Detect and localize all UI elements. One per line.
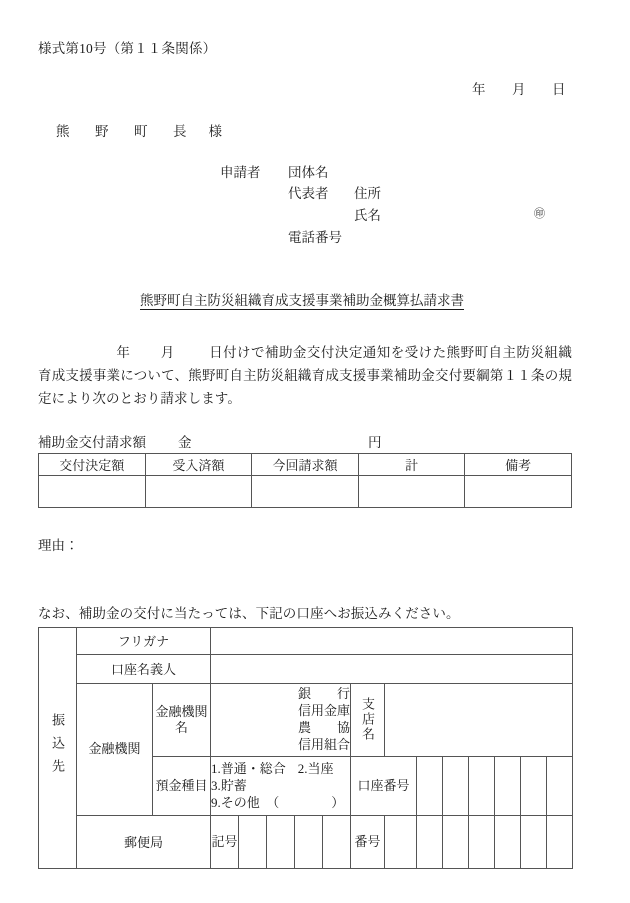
financial-institution-label: 金融機関: [88, 741, 141, 757]
amount-request-label: 補助金交付請求額: [38, 434, 146, 450]
account-number-digit[interactable]: [443, 756, 469, 815]
amount-header-cell: 交付決定額: [39, 453, 146, 475]
amount-yen-label: 円: [368, 434, 382, 450]
amount-header-cell: 計: [358, 453, 465, 475]
institution-name-input-cell[interactable]: [211, 683, 351, 756]
amount-header-cell: 備考: [465, 453, 572, 475]
furigana-input-cell[interactable]: [211, 627, 573, 654]
body-month-label: 月: [160, 344, 175, 360]
body-paragraph: [38, 341, 572, 411]
number-digit[interactable]: [521, 815, 547, 868]
account-number-digit[interactable]: [495, 756, 521, 815]
applicant-address-row: [220, 183, 572, 205]
number-digit[interactable]: [443, 815, 469, 868]
document-content: [38, 40, 572, 869]
number-digit[interactable]: [495, 815, 521, 868]
reason-label: 理由：: [38, 537, 79, 553]
table-row: [39, 475, 572, 507]
account-number-digit[interactable]: [521, 756, 547, 815]
deposit-type-label-cell: [153, 756, 211, 815]
amount-value-cell[interactable]: [39, 475, 146, 507]
branch-name-label: 支店名: [360, 697, 376, 743]
addressee-line: [38, 120, 572, 140]
deposit-options-cell[interactable]: [211, 756, 351, 815]
institution-name-label: 金融機関名: [155, 704, 208, 735]
phone-label: 電話番号: [288, 230, 342, 246]
number-label: 番号: [354, 833, 381, 849]
deposit-option-current[interactable]: 2.当座: [297, 760, 334, 776]
bank-account-table: [38, 627, 573, 869]
bank-type-option[interactable]: 信用組合: [298, 736, 351, 752]
institution-name-row: [39, 683, 573, 756]
amount-kin-label: 金: [178, 434, 192, 450]
document-title: [38, 289, 572, 309]
applicant-label: 申請者: [220, 164, 261, 180]
deposit-option-other[interactable]: 9.その他 （: [211, 795, 280, 811]
amount-header-cell: 今回請求額: [252, 453, 359, 475]
deposit-option-other-close: ）: [331, 795, 345, 811]
addressee-name: 熊 野 町 長: [56, 123, 193, 139]
amount-value-cell[interactable]: [358, 475, 465, 507]
document-title-text: 熊野町自主防災組織育成支援事業補助金概算払請求書: [140, 292, 464, 308]
symbol-digit[interactable]: [267, 815, 295, 868]
symbol-digit[interactable]: [323, 815, 351, 868]
symbol-label: 記号: [211, 833, 238, 849]
symbol-label-cell: [211, 815, 239, 868]
amount-table-header-row: [39, 453, 572, 475]
deposit-option-row: [211, 760, 350, 777]
form-number: 様式第10号（第１１条関係）: [38, 41, 217, 56]
date-day-label: 日: [552, 81, 566, 97]
applicant-block: [38, 162, 572, 249]
amount-table: [38, 453, 572, 508]
number-label-cell: [351, 815, 385, 868]
account-holder-row: [39, 654, 573, 683]
account-number-digit[interactable]: [417, 756, 443, 815]
furigana-label-cell: フリガナ: [77, 627, 211, 654]
account-holder-label-cell: 口座名義人: [77, 654, 211, 683]
furigana-row: [39, 627, 573, 654]
post-office-label-cell: 郵便局: [77, 815, 211, 868]
institution-name-label-cell: [153, 683, 211, 756]
date-year-label: 年: [472, 81, 486, 97]
deposit-option-savings[interactable]: 3.貯蓄: [211, 778, 247, 794]
applicant-name-row: [220, 205, 572, 227]
representative-label: 代表者: [288, 186, 329, 202]
symbol-digit[interactable]: [239, 815, 267, 868]
seal-icon: ㊞: [534, 208, 545, 221]
transfer-note: なお、補助金の交付に当たっては、下記の口座へお振込みください。: [38, 605, 460, 621]
name-label: 氏名: [354, 208, 381, 224]
body-text: 日付けで補助金交付決定通知を受けた熊野町自主防災組織育成支援事業について、熊野町自主防災組織育成支援事業補助金交付要綱第１１条の規定により次のとおり請求します。: [38, 344, 573, 407]
symbol-digit[interactable]: [295, 815, 323, 868]
branch-name-input-cell[interactable]: [385, 683, 573, 756]
deposit-option-ordinary[interactable]: 1.普通・総合: [211, 760, 286, 776]
account-number-digit[interactable]: [547, 756, 573, 815]
post-office-row: [39, 815, 573, 868]
transfer-section-label-cell: [39, 627, 77, 868]
number-digit[interactable]: [547, 815, 573, 868]
amount-value-cell[interactable]: [145, 475, 252, 507]
amount-value-cell[interactable]: [252, 475, 359, 507]
number-digit[interactable]: [469, 815, 495, 868]
number-digit[interactable]: [385, 815, 417, 868]
date-line: [38, 78, 572, 98]
amount-value-cell[interactable]: [465, 475, 572, 507]
account-holder-input-cell[interactable]: [211, 654, 573, 683]
financial-institution-label-cell: [77, 683, 153, 815]
body-year-label: 年: [116, 344, 131, 360]
addressee-honorific: 様: [208, 123, 228, 139]
account-number-label: 口座番号: [357, 777, 410, 793]
branch-name-label-cell: [351, 683, 385, 756]
applicant-organization-row: [220, 162, 572, 184]
account-number-digit[interactable]: [469, 756, 495, 815]
bank-type-option[interactable]: 銀 行: [298, 685, 351, 701]
bank-type-option[interactable]: 信用金庫: [298, 702, 351, 718]
amount-header-cell: 受入済額: [145, 453, 252, 475]
address-label: 住所: [354, 186, 381, 202]
number-digit[interactable]: [417, 815, 443, 868]
transfer-section-label: 振込先: [50, 713, 65, 783]
deposit-option-row: [211, 794, 350, 811]
date-month-label: 月: [512, 81, 526, 97]
applicant-phone-row: [220, 227, 572, 249]
organization-name-label: 団体名: [288, 164, 329, 180]
bank-type-option[interactable]: 農 協: [298, 719, 351, 735]
amount-request-line: [38, 431, 572, 449]
deposit-type-label: 預金種目: [155, 777, 208, 793]
account-number-label-cell: [351, 756, 417, 815]
